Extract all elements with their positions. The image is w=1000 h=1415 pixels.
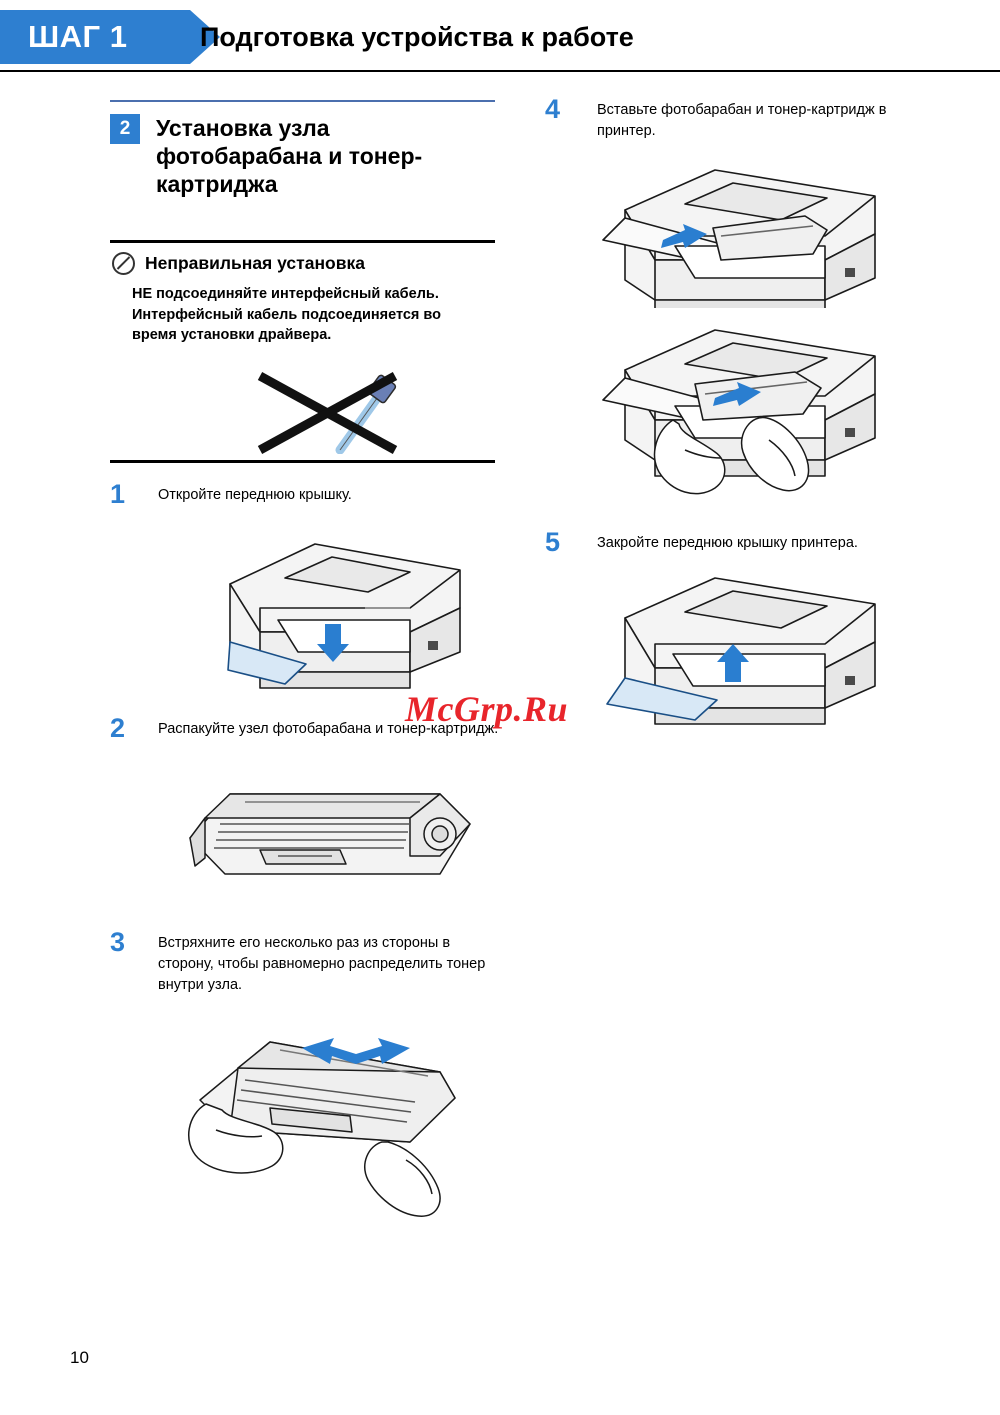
step-2 xyxy=(110,712,505,911)
warning-body: НЕ подсоединяйте интерфейсный кабель. Интерфейсный кабель подсоединяется во время установки драйвера. xyxy=(132,286,441,344)
step-5 xyxy=(545,527,945,727)
printer-led-indicator xyxy=(845,428,855,437)
warning-heading xyxy=(112,252,495,275)
step-1-figure xyxy=(110,512,505,697)
prohibited-icon xyxy=(112,252,135,275)
page-title: Подготовка устройства к работе xyxy=(200,22,634,52)
right-column xyxy=(545,94,945,727)
left-column xyxy=(110,100,505,1237)
step-banner-label: ШАГ 1 xyxy=(28,19,128,54)
step-2-text: Распакуйте узел фотобарабана и тонер-картридж. xyxy=(158,720,499,737)
section-heading xyxy=(110,114,505,198)
step-5-number: 5 xyxy=(545,527,561,558)
step-2-figure xyxy=(110,746,505,911)
cross-out-mark xyxy=(260,376,395,450)
step-1-number: 1 xyxy=(110,478,126,509)
improper-setup-warning xyxy=(110,240,495,463)
step-4 xyxy=(545,94,945,505)
warning-bottom-rule xyxy=(110,460,495,463)
step-3-text: Встряхните его несколько раз из стороны в сторону, чтобы равномерно распределить тонер внутри узла. xyxy=(158,934,486,993)
section-top-rule xyxy=(110,100,495,102)
warning-figure xyxy=(110,354,495,454)
header-divider xyxy=(0,70,1000,72)
step-5-text: Закройте переднюю крышку принтера. xyxy=(597,535,858,552)
step-3-number: 3 xyxy=(110,926,126,957)
section-number: 2 xyxy=(110,114,140,144)
step-3-figure xyxy=(110,1002,505,1237)
warning-top-rule xyxy=(110,240,495,243)
step-1 xyxy=(110,478,505,697)
step-4-figure-b xyxy=(545,310,945,505)
printer-led-indicator xyxy=(845,268,855,277)
page-number: 10 xyxy=(70,1348,89,1367)
printer-led-indicator xyxy=(845,676,855,685)
step-4-figure-a xyxy=(545,148,945,308)
section-title: Установка узла фотобарабана и тонер-картриджа xyxy=(156,115,423,198)
step-4-number: 4 xyxy=(545,94,561,124)
page-header xyxy=(0,0,1000,72)
printer-led-indicator xyxy=(428,641,438,650)
step-4-text: Вставьте фотобарабан и тонер-картридж в принтер. xyxy=(597,102,887,140)
step-5-figure xyxy=(545,562,945,727)
step-3 xyxy=(110,926,505,1237)
watermark: McGrp.Ru xyxy=(405,689,569,729)
step-1-text: Откройте переднюю крышку. xyxy=(158,486,352,503)
warning-title: Неправильная установка xyxy=(145,253,365,274)
step-2-number: 2 xyxy=(110,712,126,743)
